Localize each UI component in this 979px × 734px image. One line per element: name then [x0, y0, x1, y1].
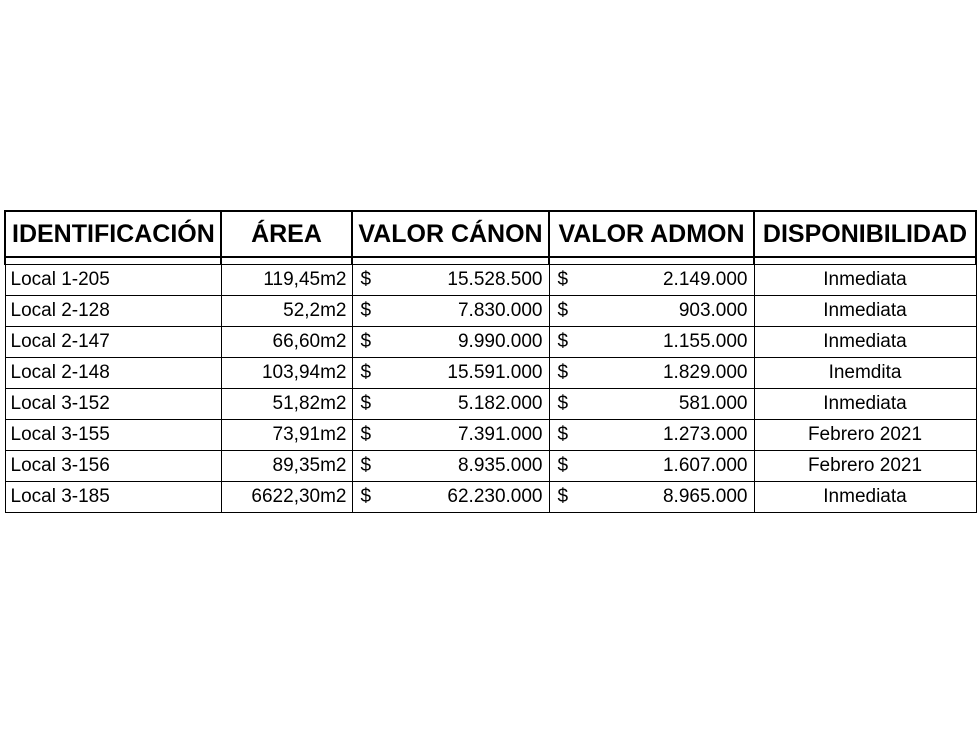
header-valor-canon: VALOR CÁNON: [352, 211, 549, 257]
header-area: ÁREA: [221, 211, 352, 257]
currency-symbol: $: [360, 393, 372, 414]
canon-amount: 9.990.000: [457, 331, 543, 352]
canon-amount: 7.830.000: [457, 300, 543, 321]
cell-identificacion: Local 2-147: [5, 327, 221, 358]
table-body: [5, 257, 976, 513]
cell-area: 51,82m2: [221, 389, 352, 420]
cell-valor-admon: [549, 296, 754, 327]
cell-identificacion: Local 3-185: [5, 482, 221, 513]
cell-disponibilidad: Inmediata: [754, 389, 976, 420]
currency-symbol: $: [557, 455, 569, 476]
table-row: [5, 327, 976, 358]
table-row: [5, 296, 976, 327]
cell-disponibilidad: Inmediata: [754, 265, 976, 296]
canon-amount: 7.391.000: [457, 424, 543, 445]
currency-symbol: $: [360, 300, 372, 321]
cell-identificacion: Local 3-152: [5, 389, 221, 420]
currency-symbol: $: [557, 424, 569, 445]
cell-area: 6622,30m2: [221, 482, 352, 513]
canon-amount: 15.591.000: [447, 362, 543, 383]
header-disponibilidad: DISPONIBILIDAD: [754, 211, 976, 257]
header-valor-admon: VALOR ADMON: [549, 211, 754, 257]
table-row: [5, 358, 976, 389]
cell-valor-canon: [352, 482, 549, 513]
cell-area: 73,91m2: [221, 420, 352, 451]
cell-identificacion: Local 3-155: [5, 420, 221, 451]
admon-amount: 581.000: [678, 393, 748, 414]
cell-valor-admon: [549, 358, 754, 389]
canon-amount: 8.935.000: [457, 455, 543, 476]
cell-disponibilidad: Inmediata: [754, 482, 976, 513]
cell-identificacion: Local 2-148: [5, 358, 221, 389]
cell-valor-canon: [352, 389, 549, 420]
table-row: [5, 482, 976, 513]
cell-valor-admon: [549, 482, 754, 513]
currency-symbol: $: [360, 362, 372, 383]
cell-area: 89,35m2: [221, 451, 352, 482]
cell-area: 119,45m2: [221, 265, 352, 296]
cell-disponibilidad: Inmediata: [754, 296, 976, 327]
rental-table-container: [4, 210, 975, 513]
currency-symbol: $: [557, 486, 569, 507]
admon-amount: 903.000: [678, 300, 748, 321]
currency-symbol: $: [557, 300, 569, 321]
cell-area: 103,94m2: [221, 358, 352, 389]
admon-amount: 2.149.000: [662, 269, 748, 290]
cell-valor-canon: [352, 265, 549, 296]
table-row: [5, 451, 976, 482]
cell-identificacion: Local 3-156: [5, 451, 221, 482]
admon-amount: 8.965.000: [662, 486, 748, 507]
currency-symbol: $: [360, 424, 372, 445]
currency-symbol: $: [360, 331, 372, 352]
cell-area: 52,2m2: [221, 296, 352, 327]
currency-symbol: $: [360, 455, 372, 476]
admon-amount: 1.155.000: [662, 331, 748, 352]
cell-disponibilidad: Inemdita: [754, 358, 976, 389]
currency-symbol: $: [557, 331, 569, 352]
cell-valor-canon: [352, 327, 549, 358]
cell-valor-canon: [352, 451, 549, 482]
cell-valor-canon: [352, 358, 549, 389]
cell-identificacion: Local 1-205: [5, 265, 221, 296]
admon-amount: 1.829.000: [662, 362, 748, 383]
cell-valor-admon: [549, 265, 754, 296]
header-gap: [5, 257, 976, 265]
cell-disponibilidad: Febrero 2021: [754, 451, 976, 482]
cell-valor-canon: [352, 420, 549, 451]
cell-valor-admon: [549, 451, 754, 482]
header-identificacion: IDENTIFICACIÓN: [5, 211, 221, 257]
currency-symbol: $: [557, 362, 569, 383]
cell-valor-admon: [549, 420, 754, 451]
table-row: [5, 420, 976, 451]
header-row: [5, 211, 976, 257]
canon-amount: 15.528.500: [447, 269, 543, 290]
canon-amount: 62.230.000: [447, 486, 543, 507]
canon-amount: 5.182.000: [457, 393, 543, 414]
currency-symbol: $: [360, 269, 372, 290]
cell-valor-admon: [549, 327, 754, 358]
currency-symbol: $: [360, 486, 372, 507]
cell-valor-admon: [549, 389, 754, 420]
currency-symbol: $: [557, 393, 569, 414]
cell-disponibilidad: Inmediata: [754, 327, 976, 358]
table-row: [5, 265, 976, 296]
cell-identificacion: Local 2-128: [5, 296, 221, 327]
admon-amount: 1.607.000: [662, 455, 748, 476]
currency-symbol: $: [557, 269, 569, 290]
cell-area: 66,60m2: [221, 327, 352, 358]
rental-table: [4, 210, 977, 513]
cell-disponibilidad: Febrero 2021: [754, 420, 976, 451]
admon-amount: 1.273.000: [662, 424, 748, 445]
table-row: [5, 389, 976, 420]
cell-valor-canon: [352, 296, 549, 327]
